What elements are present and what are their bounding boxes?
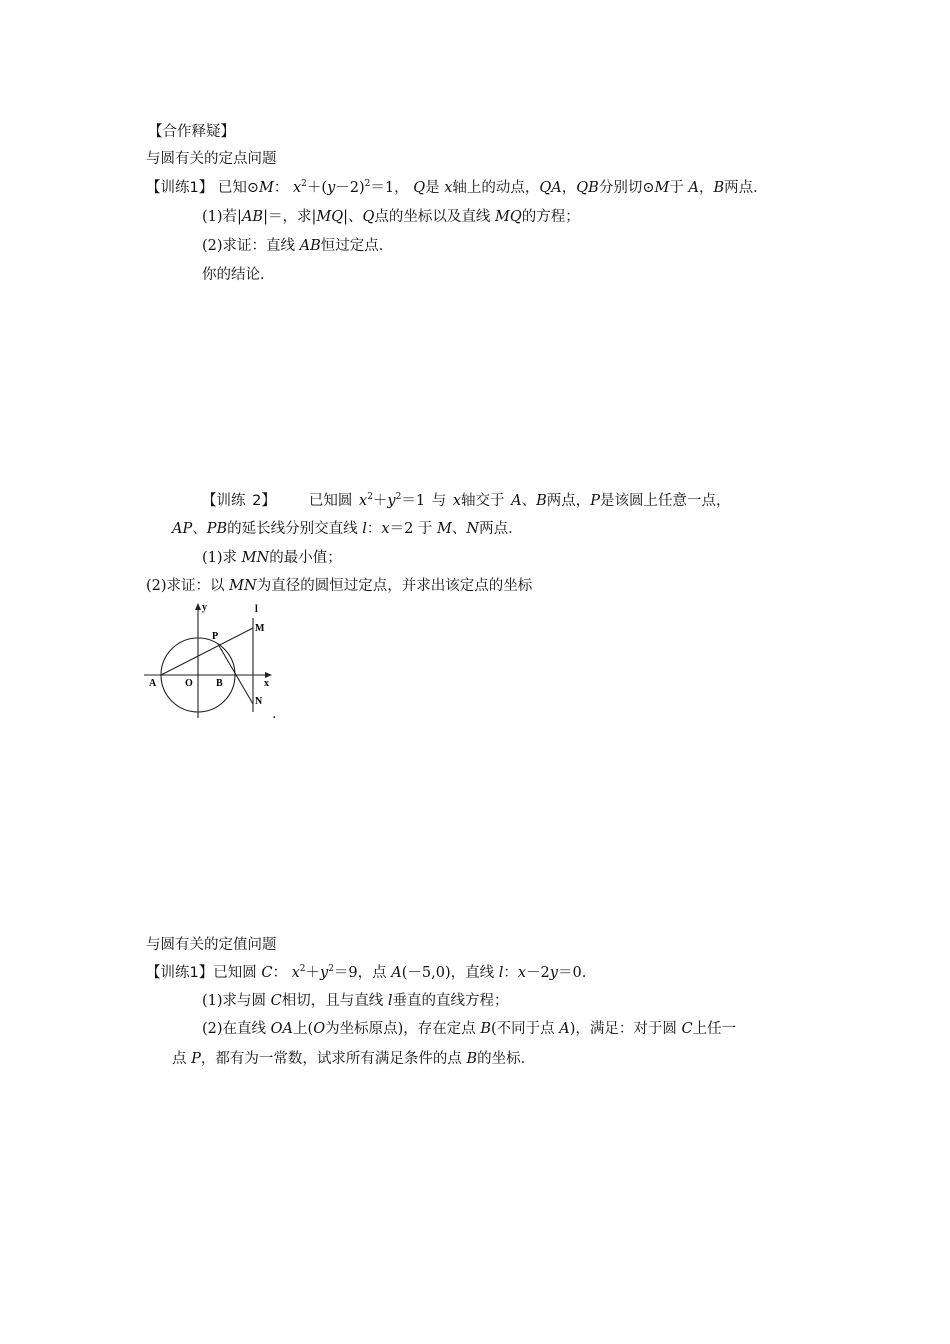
section-subtitle-fixed-value: 与圆有关的定值问题 xyxy=(146,937,277,953)
fig-label-O: O xyxy=(185,678,193,689)
ex3-stem: 【训练1】已知圆 C： $x^2+y^2=9$，点 A(－5,0)，直线 l：x－2y＝0. xyxy=(146,964,587,981)
fig-label-P: P xyxy=(212,631,219,642)
ex3-part2-line2: 点 P，都有为一常数，试求所有满足条件的点 B的坐标． xyxy=(172,1051,536,1067)
ex3-tag: 【训练1】 xyxy=(146,965,214,981)
ex3-part2-line1: (2)在直线 OA上(O为坐标原点)，存在定点 B(不同于点 A)，满足：对于圆 C上任一 xyxy=(202,1021,737,1037)
fig-label-x: x xyxy=(264,678,269,689)
fig-label-A: A xyxy=(149,678,157,689)
ex1-stem: 【训练1】 已知⊙M： $x^2+(y-2)^2=1$， Q是 x轴上的动点，QA，QB分别切⊙M于 A，B两点． xyxy=(146,179,768,196)
fig-label-y: y xyxy=(202,602,207,613)
ex1-part1: (1)若|AB|＝，求|MQ|、Q点的坐标以及直线 MQ的方程； xyxy=(202,209,580,225)
ex2-part2: (2)求证：以 MN为直径的圆恒过定点，并求出该定点的坐标 xyxy=(146,578,533,594)
fig-label-B: B xyxy=(216,678,223,689)
section-header: 【合作释疑】 xyxy=(148,124,235,140)
ex2-part1: (1)求 MN的最小值； xyxy=(202,550,342,566)
line-PN xyxy=(218,644,253,704)
ex1-tag: 【训练1】 xyxy=(146,180,214,196)
fig-trailing-dot: . xyxy=(273,710,276,721)
fig-label-M: M xyxy=(255,623,265,634)
ex2-stem-line1: 【训练 2】 已知圆 $x^2+y^2=1$ 与 x轴交于 A、B两点，P是该圆上任意一点， xyxy=(202,492,731,509)
ex1-conclusion: 你的结论． xyxy=(202,267,275,283)
ex1-part2: (2)求证：直线 AB恒过定点． xyxy=(202,238,394,254)
fig-label-l: l xyxy=(255,604,258,615)
ex3-part1: (1)求与圆 C相切，且与直线 l垂直的直线方程； xyxy=(202,993,509,1009)
fig-label-N: N xyxy=(255,696,263,707)
ex2-tag: 【训练 2】 xyxy=(202,493,276,509)
circle-figure xyxy=(142,600,282,722)
line-AM xyxy=(161,628,253,675)
ex2-stem-line2: AP、PB的延长线分别交直线 l：x＝2 于 M、N两点． xyxy=(172,521,523,537)
section-subtitle-fixed-point: 与圆有关的定点问题 xyxy=(146,151,277,167)
y-arrow-icon xyxy=(195,603,201,610)
